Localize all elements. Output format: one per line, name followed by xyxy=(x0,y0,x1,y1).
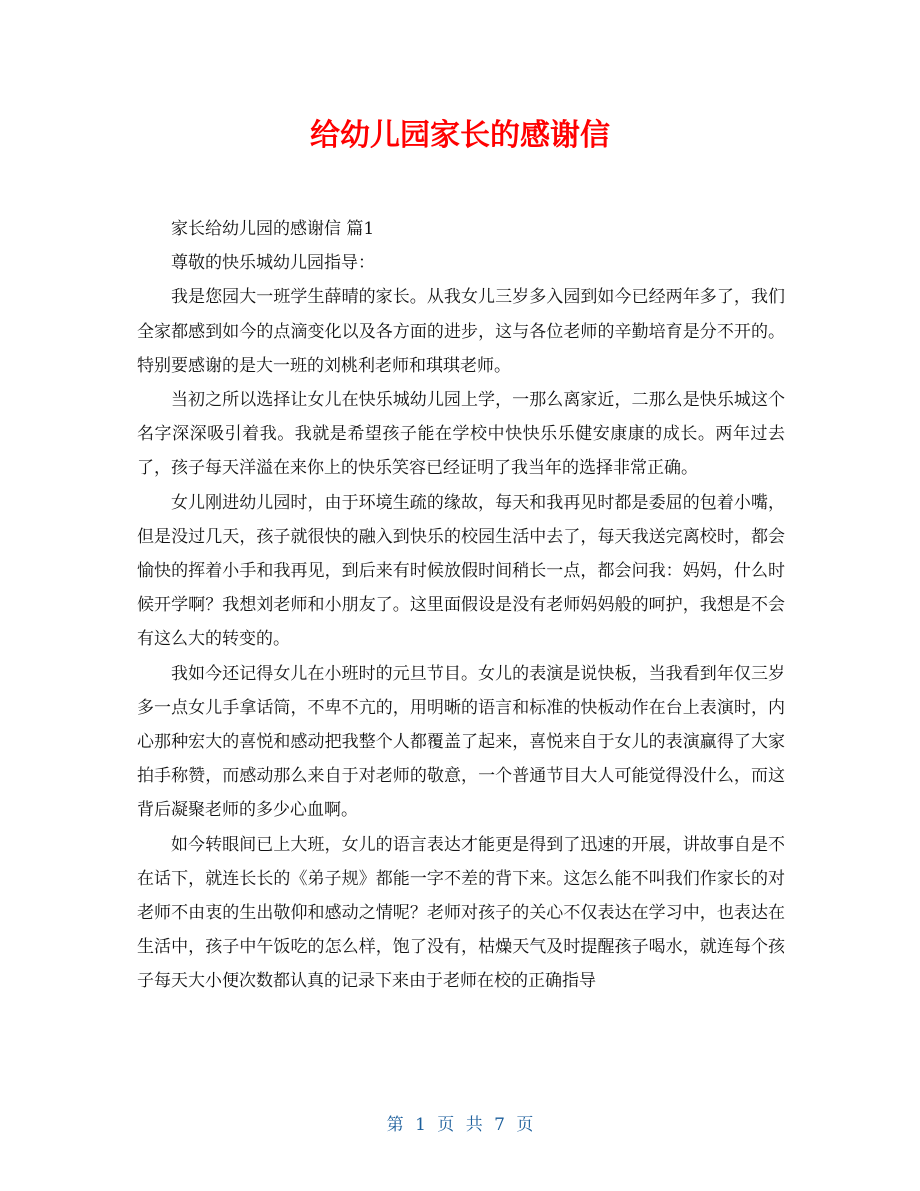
salutation: 尊敬的快乐城幼儿园指导： xyxy=(171,253,375,274)
body-paragraph: 如今转眼间已上大班，女儿的语言表达才能更是得到了迅速的开展，讲故事自是不在话下，就连长长的《弟子规》都能一字不差的背下来。这怎么能不叫我们作家长的对老师不由衷的生出敬仰和感动之情呢？老师对孩子的关心不仅表达在学习中，也表达在生活中，孩子中午饭吃的怎么样，饱了没有，枯燥天气及时提醒孩子喝水，就连每个孩子每天大小便次数都认真的记录下来由于老师在校的正确指导 xyxy=(137,834,785,992)
section-heading: 家长给幼儿园的感谢信 篇1 xyxy=(171,219,375,239)
document-body xyxy=(137,212,785,999)
body-paragraph: 女儿刚进幼儿园时，由于环境生疏的缘故，每天和我再见时都是委屈的包着小嘴，但是没过几天，孩子就很快的融入到快乐的校园生活中去了，每天我送完离校时，都会愉快的挥着小手和我再见，到后来有时候放假时间稍长一点，都会问我：妈妈，什么时候开学啊？我想刘老师和小朋友了。这里面假设是没有老师妈妈般的呵护，我想是不会有这么大的转变的。 xyxy=(137,492,785,650)
page-number: 第 1 页 共 7 页 xyxy=(386,1115,534,1135)
body-paragraph: 我如今还记得女儿在小班时的元旦节目。女儿的表演是说快板，当我看到年仅三岁多一点女儿手拿话筒，不卑不亢的，用明晰的语言和标准的快板动作在台上表演时，内心那种宏大的喜悦和感动把我整个人都覆盖了起来，喜悦来自于女儿的表演赢得了大家拍手称赞，而感动那么来自于对老师的敬意，一个普通节目大人可能觉得没什么，而这背后凝聚老师的多少心血啊。 xyxy=(137,663,785,821)
document-title: 给幼儿园家长的感谢信 xyxy=(310,118,610,153)
body-paragraph: 我是您园大一班学生薛晴的家长。从我女儿三岁多入园到如今已经两年多了，我们全家都感到如今的点滴变化以及各方面的进步，这与各位老师的辛勤培育是分不开的。特别要感谢的是大一班的刘桃利老师和琪琪老师。 xyxy=(137,287,785,376)
body-paragraph: 当初之所以选择让女儿在快乐城幼儿园上学，一那么离家近，二那么是快乐城这个名字深深吸引着我。我就是希望孩子能在学校中快快乐乐健安康康的成长。两年过去了，孩子每天洋溢在来你上的快乐笑容已经证明了我当年的选择非常正确。 xyxy=(137,390,785,479)
